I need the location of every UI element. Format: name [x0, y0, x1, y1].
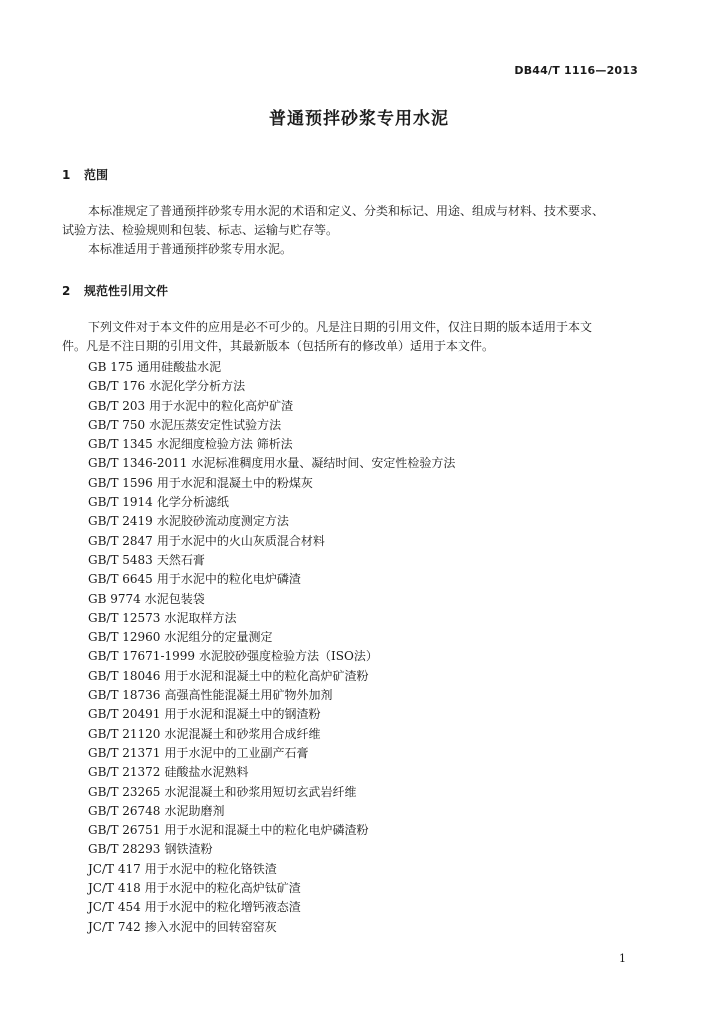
reference-code: GB/T 1346-2011 [88, 456, 188, 471]
reference-item [88, 783, 455, 802]
reference-title: 水泥助磨剂 [164, 803, 225, 818]
reference-code: GB 9774 [88, 591, 141, 606]
reference-title: 用于水泥中的粒化高炉钛矿渣 [144, 881, 301, 896]
reference-item [88, 918, 455, 937]
reference-title: 用于水泥和混凝土中的粉煤灰 [156, 475, 313, 490]
reference-item [88, 860, 455, 879]
reference-code: GB/T 26748 [88, 803, 161, 818]
standard-code: DB44/T 1116—2013 [514, 64, 638, 77]
reference-item [88, 705, 455, 724]
reference-code: GB/T 28293 [88, 842, 161, 857]
reference-title: 水泥胶砂流动度测定方法 [156, 514, 289, 529]
reference-item [88, 744, 455, 763]
reference-item [88, 763, 455, 782]
reference-title: 掺入水泥中的回转窑窑灰 [144, 919, 277, 934]
reference-title: 天然石膏 [156, 552, 205, 567]
reference-code: JC/T 418 [88, 881, 141, 896]
section-number: 2 [62, 284, 71, 298]
section-title: 规范性引用文件 [84, 284, 169, 298]
reference-code: GB/T 12960 [88, 630, 161, 645]
reference-title: 水泥包装袋 [144, 591, 205, 606]
section-title: 范围 [84, 168, 109, 182]
reference-title: 用于水泥中的粒化铬铁渣 [144, 861, 277, 876]
reference-item [88, 570, 455, 589]
reference-item [88, 435, 455, 454]
reference-code: JC/T 454 [88, 900, 141, 915]
reference-item [88, 879, 455, 898]
reference-item [88, 358, 455, 377]
reference-code: JC/T 742 [88, 919, 141, 934]
reference-item [88, 590, 455, 609]
reference-title: 水泥胶砂强度检验方法（ISO法） [199, 649, 378, 664]
reference-item [88, 454, 455, 473]
reference-item [88, 551, 455, 570]
reference-code: GB/T 26751 [88, 823, 161, 838]
reference-item [88, 821, 455, 840]
reference-item [88, 667, 455, 686]
reference-code: GB/T 1596 [88, 475, 153, 490]
reference-item [88, 686, 455, 705]
reference-item [88, 532, 455, 551]
reference-item [88, 802, 455, 821]
reference-item [88, 840, 455, 859]
reference-item [88, 474, 455, 493]
reference-title: 高强高性能混凝土用矿物外加剂 [164, 688, 333, 703]
reference-code: GB/T 176 [88, 379, 146, 394]
reference-code: GB/T 21371 [88, 745, 161, 760]
reference-code: GB/T 20491 [88, 707, 161, 722]
reference-code: GB/T 1345 [88, 437, 153, 452]
section-1-body [62, 202, 644, 259]
document-title: 普通预拌砂浆专用水泥 [269, 109, 449, 129]
reference-code: GB/T 2847 [88, 533, 153, 548]
paragraph-line: 件。凡是不注日期的引用文件，其最新版本（包括所有的修改单）适用于本文件。 [62, 339, 495, 353]
reference-title: 用于水泥中的工业副产石膏 [164, 745, 309, 760]
reference-code: GB/T 5483 [88, 552, 153, 567]
reference-title: 用于水泥和混凝土中的粒化高炉矿渣粉 [164, 668, 369, 683]
reference-code: GB/T 12573 [88, 610, 161, 625]
reference-title: 硅酸盐水泥熟料 [164, 765, 249, 780]
reference-code: GB/T 6645 [88, 572, 153, 587]
reference-item [88, 725, 455, 744]
reference-title: 水泥标准稠度用水量、凝结时间、安定性检验方法 [191, 456, 456, 471]
reference-item [88, 377, 455, 396]
reference-title: 水泥压蒸安定性试验方法 [149, 417, 282, 432]
reference-code: GB/T 18736 [88, 688, 161, 703]
section-number: 1 [62, 168, 71, 182]
reference-title: 水泥组分的定量测定 [164, 630, 273, 645]
reference-item [88, 898, 455, 917]
reference-title: 用于水泥中的粒化增钙液态渣 [144, 900, 301, 915]
reference-code: GB/T 2419 [88, 514, 153, 529]
reference-title: 用于水泥中的粒化电炉磷渣 [156, 572, 301, 587]
reference-item [88, 512, 455, 531]
reference-title: 通用硅酸盐水泥 [137, 360, 222, 374]
reference-item [88, 628, 455, 647]
reference-code: GB/T 21372 [88, 765, 161, 780]
reference-item [88, 647, 455, 666]
reference-code: GB/T 21120 [88, 726, 161, 741]
reference-code: GB/T 23265 [88, 784, 161, 799]
reference-code: GB/T 1914 [88, 495, 153, 510]
reference-code: GB/T 17671-1999 [88, 649, 196, 664]
reference-item [88, 416, 455, 435]
reference-title: 水泥混凝土和砂浆用合成纤维 [164, 726, 321, 741]
reference-code: JC/T 417 [88, 861, 141, 876]
page-number: 1 [619, 952, 626, 965]
reference-title: 钢铁渣粉 [164, 842, 213, 857]
reference-code: GB/T 203 [88, 398, 146, 413]
section-2-heading [62, 282, 168, 299]
reference-code: GB/T 18046 [88, 668, 161, 683]
reference-title: 水泥混凝土和砂浆用短切玄武岩纤维 [164, 784, 357, 799]
reference-title: 用于水泥中的粒化高炉矿渣 [149, 398, 294, 413]
paragraph-line: 下列文件对于本文件的应用是必不可少的。凡是注日期的引用文件，仅注日期的版本适用于本文 [88, 320, 593, 334]
reference-title: 用于水泥中的火山灰质混合材料 [156, 533, 325, 548]
reference-title: 水泥取样方法 [164, 610, 237, 625]
reference-title: 水泥化学分析方法 [149, 379, 246, 394]
reference-code: GB 175 [88, 360, 134, 374]
paragraph-line: 本标准适用于普通预拌砂浆专用水泥。 [88, 242, 293, 256]
normative-references-list [88, 358, 455, 937]
reference-item [88, 493, 455, 512]
paragraph-line: 本标准规定了普通预拌砂浆专用水泥的术语和定义、分类和标记、用途、组成与材料、技术要求、 [88, 204, 605, 218]
section-1-heading [62, 166, 108, 183]
reference-code: GB/T 750 [88, 417, 146, 432]
reference-item [88, 397, 455, 416]
reference-title: 用于水泥和混凝土中的粒化电炉磷渣粉 [164, 823, 369, 838]
reference-item [88, 609, 455, 628]
reference-title: 水泥细度检验方法 筛析法 [156, 437, 293, 452]
reference-title: 化学分析滤纸 [156, 495, 229, 510]
paragraph-line: 试验方法、检验规则和包装、标志、运输与贮存等。 [62, 223, 339, 237]
section-2-body [62, 318, 644, 356]
reference-title: 用于水泥和混凝土中的钢渣粉 [164, 707, 321, 722]
